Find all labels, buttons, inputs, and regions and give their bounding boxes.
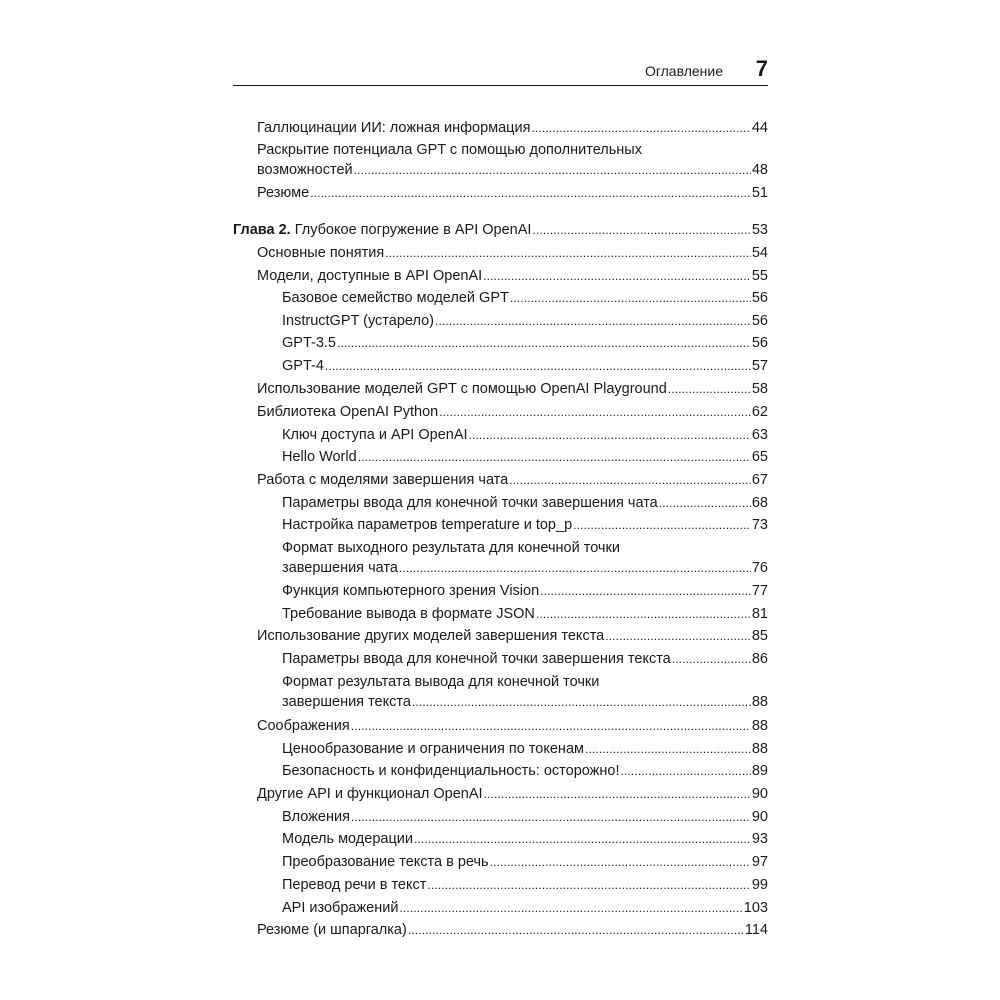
toc-entry-page: 62 [751, 404, 768, 420]
dot-leader [469, 425, 751, 445]
toc-entry-label: Базовое семейство моделей GPT [282, 290, 509, 306]
toc-entry-page: 67 [751, 472, 768, 488]
dot-leader [490, 852, 751, 872]
toc-entry-label: GPT-4 [282, 358, 324, 374]
toc-entry-page: 103 [743, 900, 768, 916]
dot-leader [351, 716, 751, 736]
toc-entry-label-line1: Формат результата вывода для конечной точки [282, 674, 600, 690]
dot-leader [399, 898, 742, 918]
dot-leader [337, 333, 751, 353]
toc-entry-page: 81 [751, 606, 768, 622]
dot-leader [531, 118, 750, 138]
toc-entry-label: API изображений [282, 900, 399, 916]
toc-entry-page: 63 [751, 427, 768, 443]
toc-entry-label: Соображения [257, 718, 350, 734]
toc-entry-label: Настройка параметров temperature и top_p [282, 517, 573, 533]
toc-subentry[interactable] [282, 761, 768, 781]
toc-entry[interactable] [257, 243, 768, 263]
toc-entry[interactable] [257, 470, 768, 490]
toc-entry-page: 48 [751, 162, 768, 178]
toc-subentry[interactable] [282, 311, 768, 331]
toc-entry-page: 56 [751, 335, 768, 351]
toc-entry[interactable] [257, 784, 768, 804]
toc-subentry[interactable] [282, 425, 768, 445]
toc-entry-page: 44 [751, 120, 768, 136]
toc-entry-label: Перевод речи в текст [282, 877, 427, 893]
toc-entry-label: Параметры ввода для конечной точки завершения текста [282, 651, 671, 667]
toc-subentry[interactable] [282, 898, 768, 918]
toc-entry-page: 54 [751, 245, 768, 261]
toc-entry-label: Модели, доступные в API OpenAI [257, 268, 483, 284]
toc-chapter-entry[interactable] [233, 220, 768, 240]
toc-entry-label: Ключ доступа и API OpenAI [282, 427, 468, 443]
toc-entry-page: 88 [751, 718, 768, 734]
toc-entry-page: 93 [751, 831, 768, 847]
dot-leader [672, 649, 751, 669]
dot-leader [310, 183, 751, 203]
toc-subentry[interactable] [282, 356, 768, 376]
toc-entry-page: 90 [751, 786, 768, 802]
toc-subentry[interactable] [282, 288, 768, 308]
dot-leader [412, 692, 751, 712]
chapter-number: Глава 2. [233, 222, 291, 238]
toc-subentry[interactable] [282, 447, 768, 467]
toc-entry-label: Параметры ввода для конечной точки завершения чата [282, 495, 658, 511]
dot-leader [573, 515, 751, 535]
page-number: 7 [755, 56, 768, 81]
toc-entry-label: Использование других моделей завершения текста [257, 628, 605, 644]
toc-entry-page: 73 [751, 517, 768, 533]
dot-leader [536, 604, 751, 624]
toc-entry-page: 86 [751, 651, 768, 667]
toc-entry[interactable] [257, 140, 768, 180]
toc-subentry[interactable] [282, 739, 768, 759]
toc-entry-page: 58 [751, 381, 768, 397]
toc-entry-label: Глубокое погружение в API OpenAI [294, 222, 532, 238]
dot-leader [605, 626, 751, 646]
toc-entry-label: Галлюцинации ИИ: ложная информация [257, 120, 531, 136]
toc-entry-label: Преобразование текста в речь [282, 854, 489, 870]
toc-entry-label: Резюме (и шпаргалка) [257, 922, 407, 938]
toc-entry-page: 88 [751, 741, 768, 757]
header-title: Оглавление [644, 63, 723, 79]
toc-subentry[interactable] [282, 538, 768, 578]
toc-subentry[interactable] [282, 875, 768, 895]
toc-entry-label: завершения чата [282, 560, 398, 576]
dot-leader [408, 920, 744, 940]
toc-entry-page: 97 [751, 854, 768, 870]
toc-entry-page: 56 [751, 290, 768, 306]
dot-leader [325, 356, 751, 376]
toc-entry[interactable] [257, 402, 768, 422]
dot-leader [439, 402, 751, 422]
toc-entry-label: GPT-3.5 [282, 335, 336, 351]
dot-leader [509, 470, 751, 490]
toc-subentry[interactable] [282, 581, 768, 601]
toc-entry-label: Безопасность и конфиденциальность: осторожно! [282, 763, 620, 779]
toc-entry-page: 65 [751, 449, 768, 465]
toc-subentry[interactable] [282, 807, 768, 827]
toc-entry[interactable] [257, 716, 768, 736]
dot-leader [399, 558, 751, 578]
toc-entry-label-line1: Формат выходного результата для конечной точки [282, 540, 620, 556]
toc-entry-page: 53 [751, 222, 768, 238]
toc-subentry[interactable] [282, 852, 768, 872]
toc-entry-page: 56 [751, 313, 768, 329]
dot-leader [427, 875, 750, 895]
dot-leader [358, 447, 751, 467]
toc-entry-page: 89 [751, 763, 768, 779]
toc-entry-label: Вложения [282, 809, 350, 825]
toc-subentry[interactable] [282, 604, 768, 624]
toc-subentry[interactable] [282, 515, 768, 535]
toc-entry-page: 68 [751, 495, 768, 511]
dot-leader [435, 311, 751, 331]
toc-entry[interactable] [257, 626, 768, 646]
toc-entry[interactable] [257, 920, 768, 940]
toc-entry-label: завершения текста [282, 694, 411, 710]
toc-entry-label-line1: Раскрытие потенциала GPT с помощью дополнительных [257, 142, 642, 158]
toc-entry[interactable] [257, 379, 768, 399]
dot-leader [620, 761, 750, 781]
dot-leader [351, 807, 751, 827]
dot-leader [659, 493, 751, 513]
dot-leader [510, 288, 751, 308]
toc-entry-page: 57 [751, 358, 768, 374]
dot-leader [354, 160, 751, 180]
toc-entry-page: 99 [751, 877, 768, 893]
toc-subentry[interactable] [282, 672, 768, 712]
dot-leader [483, 266, 751, 286]
toc-entry-label: Другие API и функционал OpenAI [257, 786, 483, 802]
toc-subentry[interactable] [282, 649, 768, 669]
dot-leader [540, 581, 751, 601]
toc-subentry[interactable] [282, 333, 768, 353]
toc-entry[interactable] [257, 118, 768, 138]
dot-leader [585, 739, 751, 759]
toc-entry-page: 55 [751, 268, 768, 284]
toc-entry-label: Основные понятия [257, 245, 385, 261]
toc-entry-page: 88 [751, 694, 768, 710]
toc-subentry[interactable] [282, 829, 768, 849]
dot-leader [385, 243, 751, 263]
toc-entry-label: Библиотека OpenAI Python [257, 404, 439, 420]
toc-entry-label: Функция компьютерного зрения Vision [282, 583, 540, 599]
toc-entry-label: Использование моделей GPT с помощью OpenAI Playground [257, 381, 667, 397]
dot-leader [414, 829, 751, 849]
toc-entry-label: возможностей [257, 162, 353, 178]
toc-entry-page: 90 [751, 809, 768, 825]
dot-leader [668, 379, 751, 399]
dot-leader [484, 784, 751, 804]
dot-leader [532, 220, 750, 240]
toc-entry-label: Требование вывода в формате JSON [282, 606, 535, 622]
toc-subentry[interactable] [282, 493, 768, 513]
toc-entry[interactable] [257, 183, 768, 203]
toc-entry[interactable] [257, 266, 768, 286]
toc-entry-label: InstructGPT (устарело) [282, 313, 434, 329]
toc-entry-page: 114 [744, 922, 768, 938]
toc-entry-label: Hello World [282, 449, 357, 465]
toc-entry-page: 51 [751, 185, 768, 201]
toc-entry-page: 76 [751, 560, 768, 576]
toc-entry-label: Работа с моделями завершения чата [257, 472, 509, 488]
toc-entry-label: Ценообразование и ограничения по токенам [282, 741, 584, 757]
toc-entry-label: Модель модерации [282, 831, 413, 847]
toc-entry-page: 77 [751, 583, 768, 599]
toc-entry-page: 85 [751, 628, 768, 644]
toc-entry-label: Резюме [257, 185, 310, 201]
